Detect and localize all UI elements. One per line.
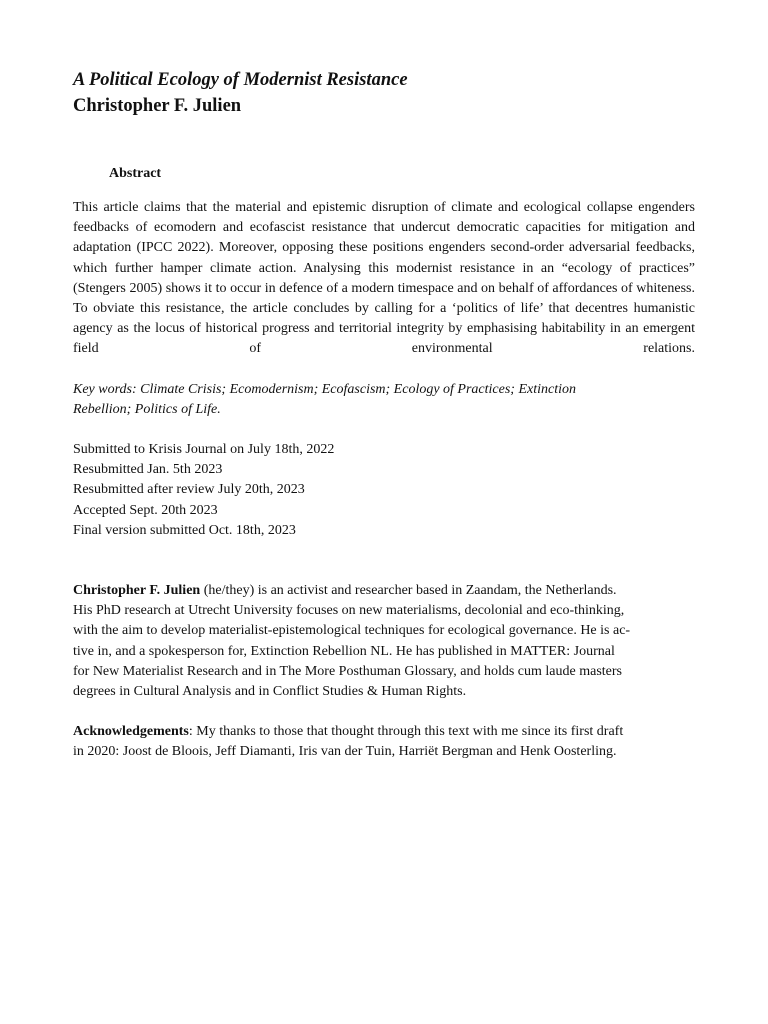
bio-text: (he/they) is an activist and researcher based in Zaandam, the Netherlands. [200, 583, 617, 599]
submission-entry: Resubmitted after review July 20th, 2023 [73, 482, 305, 498]
author-name: Christopher F. Julien [73, 96, 242, 116]
submission-entry: Accepted Sept. 20th 2023 [73, 502, 218, 518]
submission-entry: Resubmitted Jan. 5th 2023 [73, 462, 223, 478]
ack-line [73, 722, 695, 742]
bio-line: tive in, and a spokesperson for, Extinction Rebellion NL. He has published in MATTER: Journal [73, 643, 615, 659]
keywords-line: Rebellion; Politics of Life. [73, 401, 221, 417]
acknowledgements [73, 722, 695, 762]
ack-label: Acknowledgements [73, 724, 189, 740]
bio-line [73, 581, 695, 601]
submission-entry: Submitted to Krisis Journal on July 18th, 2022 [73, 442, 335, 458]
submission-history [73, 440, 695, 541]
bio-author-name: Christopher F. Julien [73, 583, 201, 599]
author-bio [73, 581, 695, 702]
abstract-body: This article claims that the material and epistemic disruption of climate and ecological collapse engenders feedbacks of ecomodern and ecofascist resistance that undercut democratic capacities for mitigation and adaptation (IPCC 2022). Moreover, opposing these positions engenders second-order adversarial feedbacks, which further hamper climate action. Analysing this modernist resistance in an “ecology of practices” (Stengers 2005) shows it to occur in defence of a modern timespace and on behalf of affordances of whiteness. To obviate this resistance, the article concludes by calling for a ‘politics of life’ that decentres humanistic agency as the locus of historical progress and territorial integrity by emphasising habitability in an emergent field of environmental relations. [73, 200, 695, 357]
submission-entry: Final version submitted Oct. 18th, 2023 [73, 522, 296, 538]
article-title: A Political Ecology of Modernist Resistance [73, 70, 408, 90]
bio-line: for New Materialist Research and in The More Posthuman Glossary, and holds cum laude masters [73, 663, 622, 679]
bio-line: with the aim to develop materialist-epistemological techniques for ecological governance. He is ac- [73, 623, 631, 639]
ack-line: in 2020: Joost de Bloois, Jeff Diamanti, Iris van der Tuin, Harriët Bergman and Henk Oosterling. [73, 744, 617, 760]
abstract-heading: Abstract [109, 166, 162, 181]
keywords [73, 380, 695, 420]
ack-text: : My thanks to those that thought through this text with me since its first draft [188, 724, 624, 740]
bio-line: degrees in Cultural Analysis and in Conflict Studies & Human Rights. [73, 684, 467, 700]
keywords-line: Key words: Climate Crisis; Ecomodernism; Ecofascism; Ecology of Practices; Extinction [73, 381, 577, 397]
document-page [73, 68, 695, 763]
bio-line: His PhD research at Utrecht University focuses on new materialisms, decolonial and eco-thinking, [73, 603, 625, 619]
